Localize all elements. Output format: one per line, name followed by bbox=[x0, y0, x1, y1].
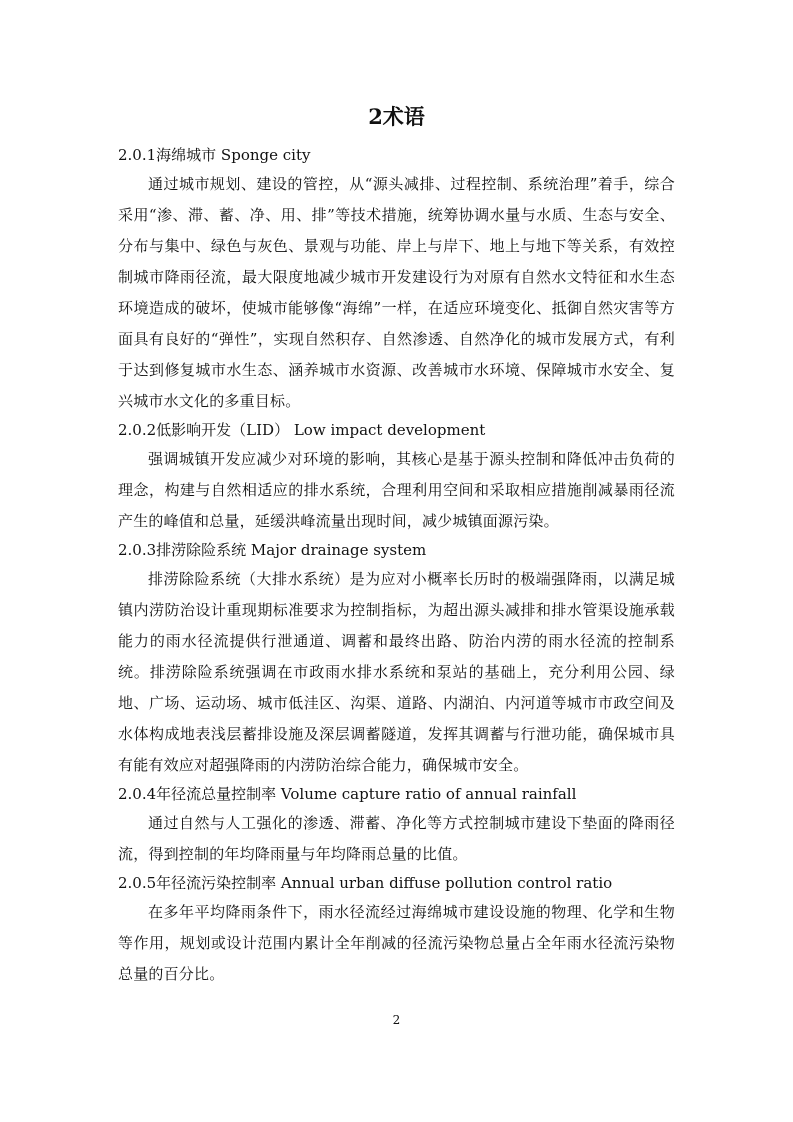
page-number: 2 bbox=[392, 1013, 401, 1027]
term-section-lid bbox=[118, 417, 675, 537]
term-definition: 通过城市规划、建设的管控，从“源头减排、过程控制、系统治理”着手，综合采用“渗、滞、蓄、净、用、排”等技术措施，统筹协调水量与水质、生态与安全、分布与集中、绿色与灰色、景观与功能、岸上与岸下、地上与地下等关系，有效控制城市降雨径流，最大限度地减少城市开发建设行为对原有自然水文特征和水生态环境造成的破坏，使城市能够像“海绵”一样，在适应环境变化、抵御自然灾害等方面具有良好的“弹性”，实现自然积存、自然渗透、自然净化的城市发展方式，有利于达到修复城市水生态、涵养城市水资源、改善城市水环境、保障城市水安全、复兴城市水文化的多重目标。 bbox=[118, 175, 675, 410]
term-heading: 2.0.5年径流污染控制率 Annual urban diffuse pollution control ratio bbox=[118, 874, 613, 892]
term-heading: 2.0.3排涝除险系统 Major drainage system bbox=[118, 541, 427, 559]
term-heading: 2.0.2低影响开发（LID） Low impact development bbox=[118, 421, 486, 439]
term-definition: 排涝除险系统（大排水系统）是为应对小概率长历时的极端强降雨，以满足城镇内涝防治设计重现期标准要求为控制指标，为超出源头减排和排水管渠设施承载能力的雨水径流提供行泄通道、调蓄和最终出路、防治内涝的雨水径流的控制系统。排涝除险系统强调在市政雨水排水系统和泵站的基础上，充分利用公园、绿地、广场、运动场、城市低洼区、沟渠、道路、内湖泊、内河道等城市市政空间及水体构成地表浅层蓄排设施及深层调蓄隧道，发挥其调蓄与行泄功能，确保城市具有能有效应对超强降雨的内涝防治综合能力，确保城市安全。 bbox=[118, 570, 675, 774]
term-section-major-drainage bbox=[118, 537, 675, 781]
term-section-sponge-city bbox=[118, 142, 675, 417]
term-heading: 2.0.4年径流总量控制率 Volume capture ratio of annual rainfall bbox=[118, 785, 577, 803]
term-section-pollution-control bbox=[118, 870, 675, 990]
page-title: 2术语 bbox=[368, 104, 425, 129]
term-heading: 2.0.1海绵城市 Sponge city bbox=[118, 146, 311, 164]
term-definition: 通过自然与人工强化的渗透、滞蓄、净化等方式控制城市建设下垫面的降雨径流，得到控制的年均降雨量与年均降雨总量的比值。 bbox=[118, 814, 675, 863]
term-definition: 在多年平均降雨条件下，雨水径流经过海绵城市建设设施的物理、化学和生物等作用，规划或设计范围内累计全年削减的径流污染物总量占全年雨水径流污染物总量的百分比。 bbox=[118, 903, 675, 983]
term-definition: 强调城镇开发应减少对环境的影响，其核心是基于源头控制和降低冲击负荷的理念，构建与自然相适应的排水系统，合理利用空间和采取相应措施削减暴雨径流产生的峰值和总量，延缓洪峰流量出现时间，减少城镇面源污染。 bbox=[118, 450, 675, 530]
term-section-volume-capture bbox=[118, 781, 675, 870]
terms-content bbox=[118, 142, 675, 990]
